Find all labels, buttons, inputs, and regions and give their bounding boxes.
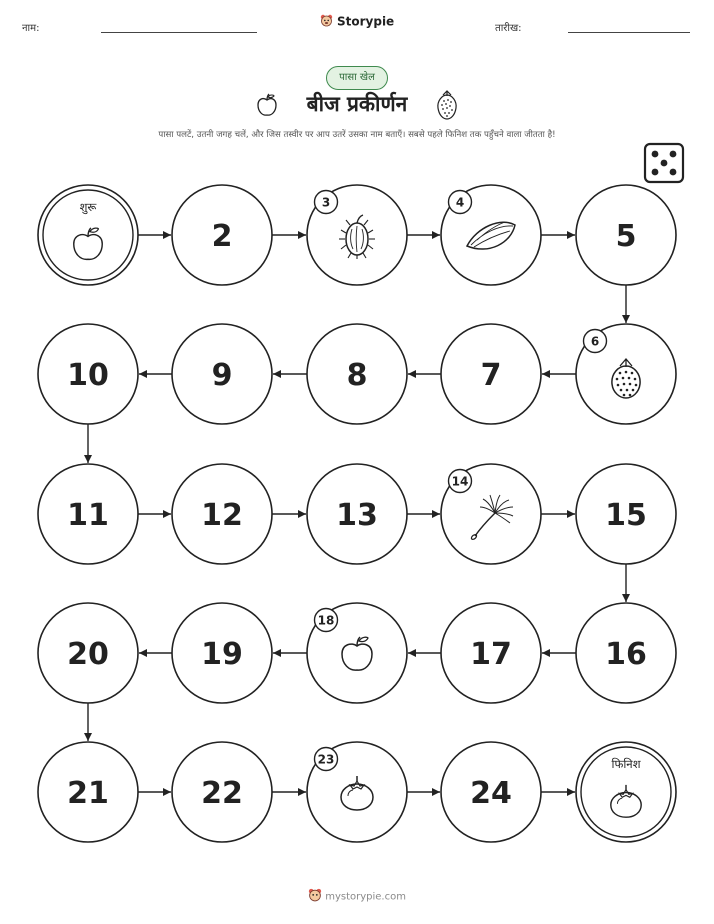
board-cell-6[interactable] (576, 324, 676, 424)
board-cell-19[interactable] (172, 603, 272, 703)
board-cell-13[interactable] (307, 464, 407, 564)
board-cell-9[interactable] (172, 324, 272, 424)
storypie-bear-footer-icon (308, 888, 322, 905)
badge-number: 14 (451, 474, 469, 489)
instructions: पासा पलटें, उतनी जगह चलें, और जिस तस्वीर पर आप उतरें उसका नाम बताएँ। सबसे पहले फिनिश तक पहुँचने वाला जीतता है! (158, 130, 556, 140)
cell-number-badge (449, 191, 472, 214)
board-cell-22[interactable] (172, 742, 272, 842)
cell-number: 15 (605, 498, 647, 533)
finish-label: फिनिश (611, 757, 641, 771)
board-cell-2[interactable] (172, 185, 272, 285)
badge-number: 23 (317, 752, 335, 767)
cell-number: 24 (470, 776, 512, 811)
start-label: शुरू (79, 200, 97, 214)
board-cell-18[interactable] (307, 603, 407, 703)
cell-number: 7 (480, 358, 502, 393)
name-label: नाम: (22, 23, 40, 34)
cell-number: 13 (336, 498, 378, 533)
cell-number-badge (584, 330, 607, 353)
page-title: बीज प्रकीर्णन (306, 92, 408, 116)
cell-number-badge (315, 748, 338, 771)
board-cell-11[interactable] (38, 464, 138, 564)
badge-number: 6 (590, 334, 600, 349)
badge-number: 4 (455, 195, 465, 210)
badge-number: 18 (317, 613, 335, 628)
board-cell-finish[interactable] (576, 742, 676, 842)
date-label: तारीख: (495, 23, 522, 34)
cell-number: 8 (346, 358, 368, 393)
footer (0, 888, 714, 905)
board-cell-4[interactable] (441, 185, 541, 285)
dice-game-badge: पासा खेल (326, 66, 388, 90)
footer-url[interactable]: mystorypie.com (325, 891, 406, 903)
board-cell-7[interactable] (441, 324, 541, 424)
cell-number: 11 (67, 498, 109, 533)
brand-name: Storypie (336, 14, 395, 29)
cell-number: 10 (67, 358, 109, 393)
board-cell-17[interactable] (441, 603, 541, 703)
cell-number: 17 (470, 637, 512, 672)
cell-number-badge (315, 609, 338, 632)
cell-number: 16 (605, 637, 647, 672)
board-cell-16[interactable] (576, 603, 676, 703)
board-cell-20[interactable] (38, 603, 138, 703)
cell-number: 2 (211, 219, 233, 254)
board-cell-15[interactable] (576, 464, 676, 564)
board-cell-24[interactable] (441, 742, 541, 842)
cell-number: 5 (615, 219, 637, 254)
board-cell-5[interactable] (576, 185, 676, 285)
cell-number: 9 (211, 358, 233, 393)
badge-number: 3 (321, 195, 331, 210)
board-cell-10[interactable] (38, 324, 138, 424)
board-cell-21[interactable] (38, 742, 138, 842)
cell-number: 19 (201, 637, 243, 672)
cell-number-badge (315, 191, 338, 214)
board-cell-3[interactable] (307, 185, 407, 285)
cell-number: 22 (201, 776, 243, 811)
cell-number: 12 (201, 498, 243, 533)
board-cell-23[interactable] (307, 742, 407, 842)
board-cell-start[interactable] (38, 185, 138, 285)
cell-number: 21 (67, 776, 109, 811)
board-cell-14[interactable] (441, 464, 541, 564)
board-cell-8[interactable] (307, 324, 407, 424)
cell-number-badge (449, 470, 472, 493)
board-cell-12[interactable] (172, 464, 272, 564)
cell-number: 20 (67, 637, 109, 672)
